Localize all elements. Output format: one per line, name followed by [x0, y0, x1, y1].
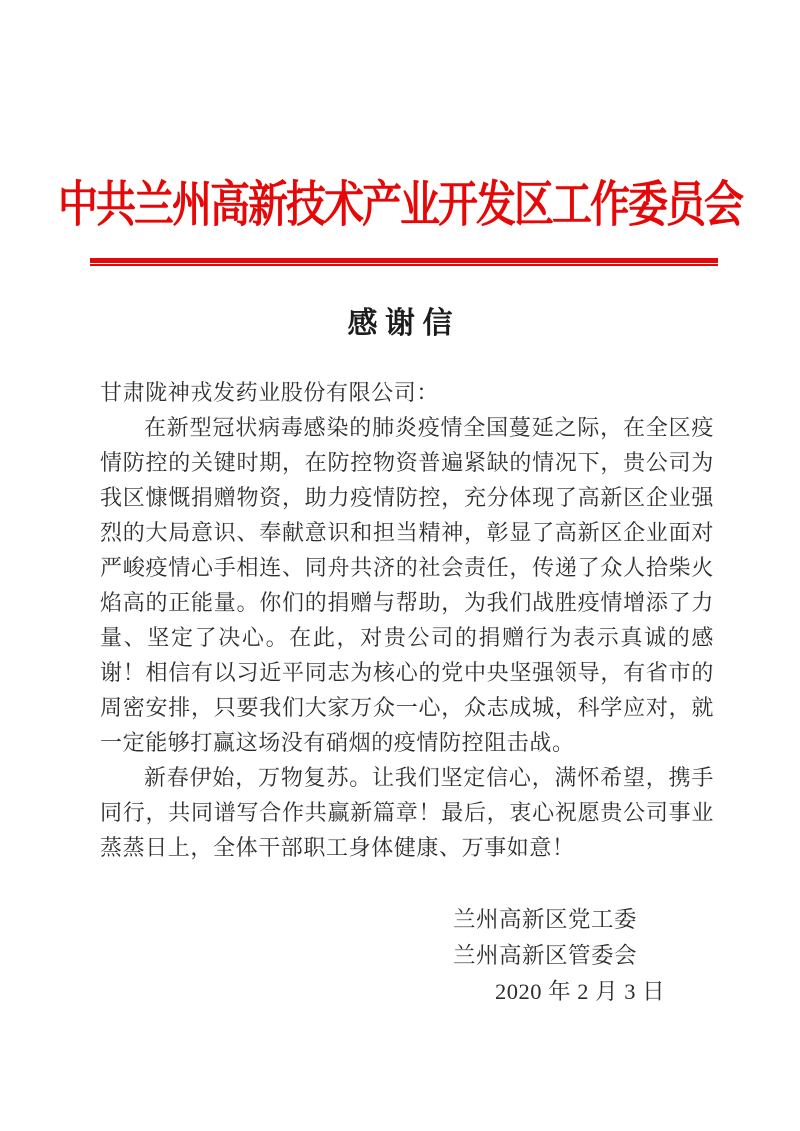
letterhead-rule-thin-line: [90, 264, 718, 266]
letterhead-rule: [90, 258, 718, 266]
signature-date: 2020 年 2 月 3 日: [495, 979, 666, 1004]
letter-title: 感 谢 信: [347, 307, 453, 340]
signature-line-management-committee: 兰州高新区管委会: [453, 943, 638, 968]
body-paragraph-1: 在新型冠状病毒感染的肺炎疫情全国蔓延之际，在全区疫情防控的关键时期，在防控物资普遍紧缺的情况下，贵公司为我区慷慨捐赠物资，助力疫情防控，充分体现了高新区企业强烈的大局意识、奉献意识和担当精神，彰显了高新区企业面对严峻疫情心手相连、同舟共济的社会责任，传递了众人拾柴火焰高的正能量。你们的捐赠与帮助，为我们战胜疫情增添了力量、坚定了决心。在此，对贵公司的捐赠行为表示真诚的感谢！相信有以习近平同志为核心的党中央坚强领导，有省市的周密安排，只要我们大家万众一心，众志成城，科学应对，就一定能够打赢这场没有硝烟的疫情防控阻击战。: [100, 415, 714, 755]
salutation: 甘肃陇神戎发药业股份有限公司：: [100, 380, 440, 405]
signature-line-party-committee: 兰州高新区党工委: [453, 907, 638, 932]
body-paragraph-2: 新春伊始，万物复苏。让我们坚定信心，满怀希望，携手同行，共同谱写合作共赢新篇章！最后，衷心祝愿贵公司事业蒸蒸日上，全体干部职工身体健康、万事如意！: [100, 765, 714, 860]
letterhead-title: 中共兰州高新技术产业开发区工作委员会: [58, 177, 742, 233]
signature-block: [453, 902, 665, 1010]
letter-body: [100, 375, 714, 865]
